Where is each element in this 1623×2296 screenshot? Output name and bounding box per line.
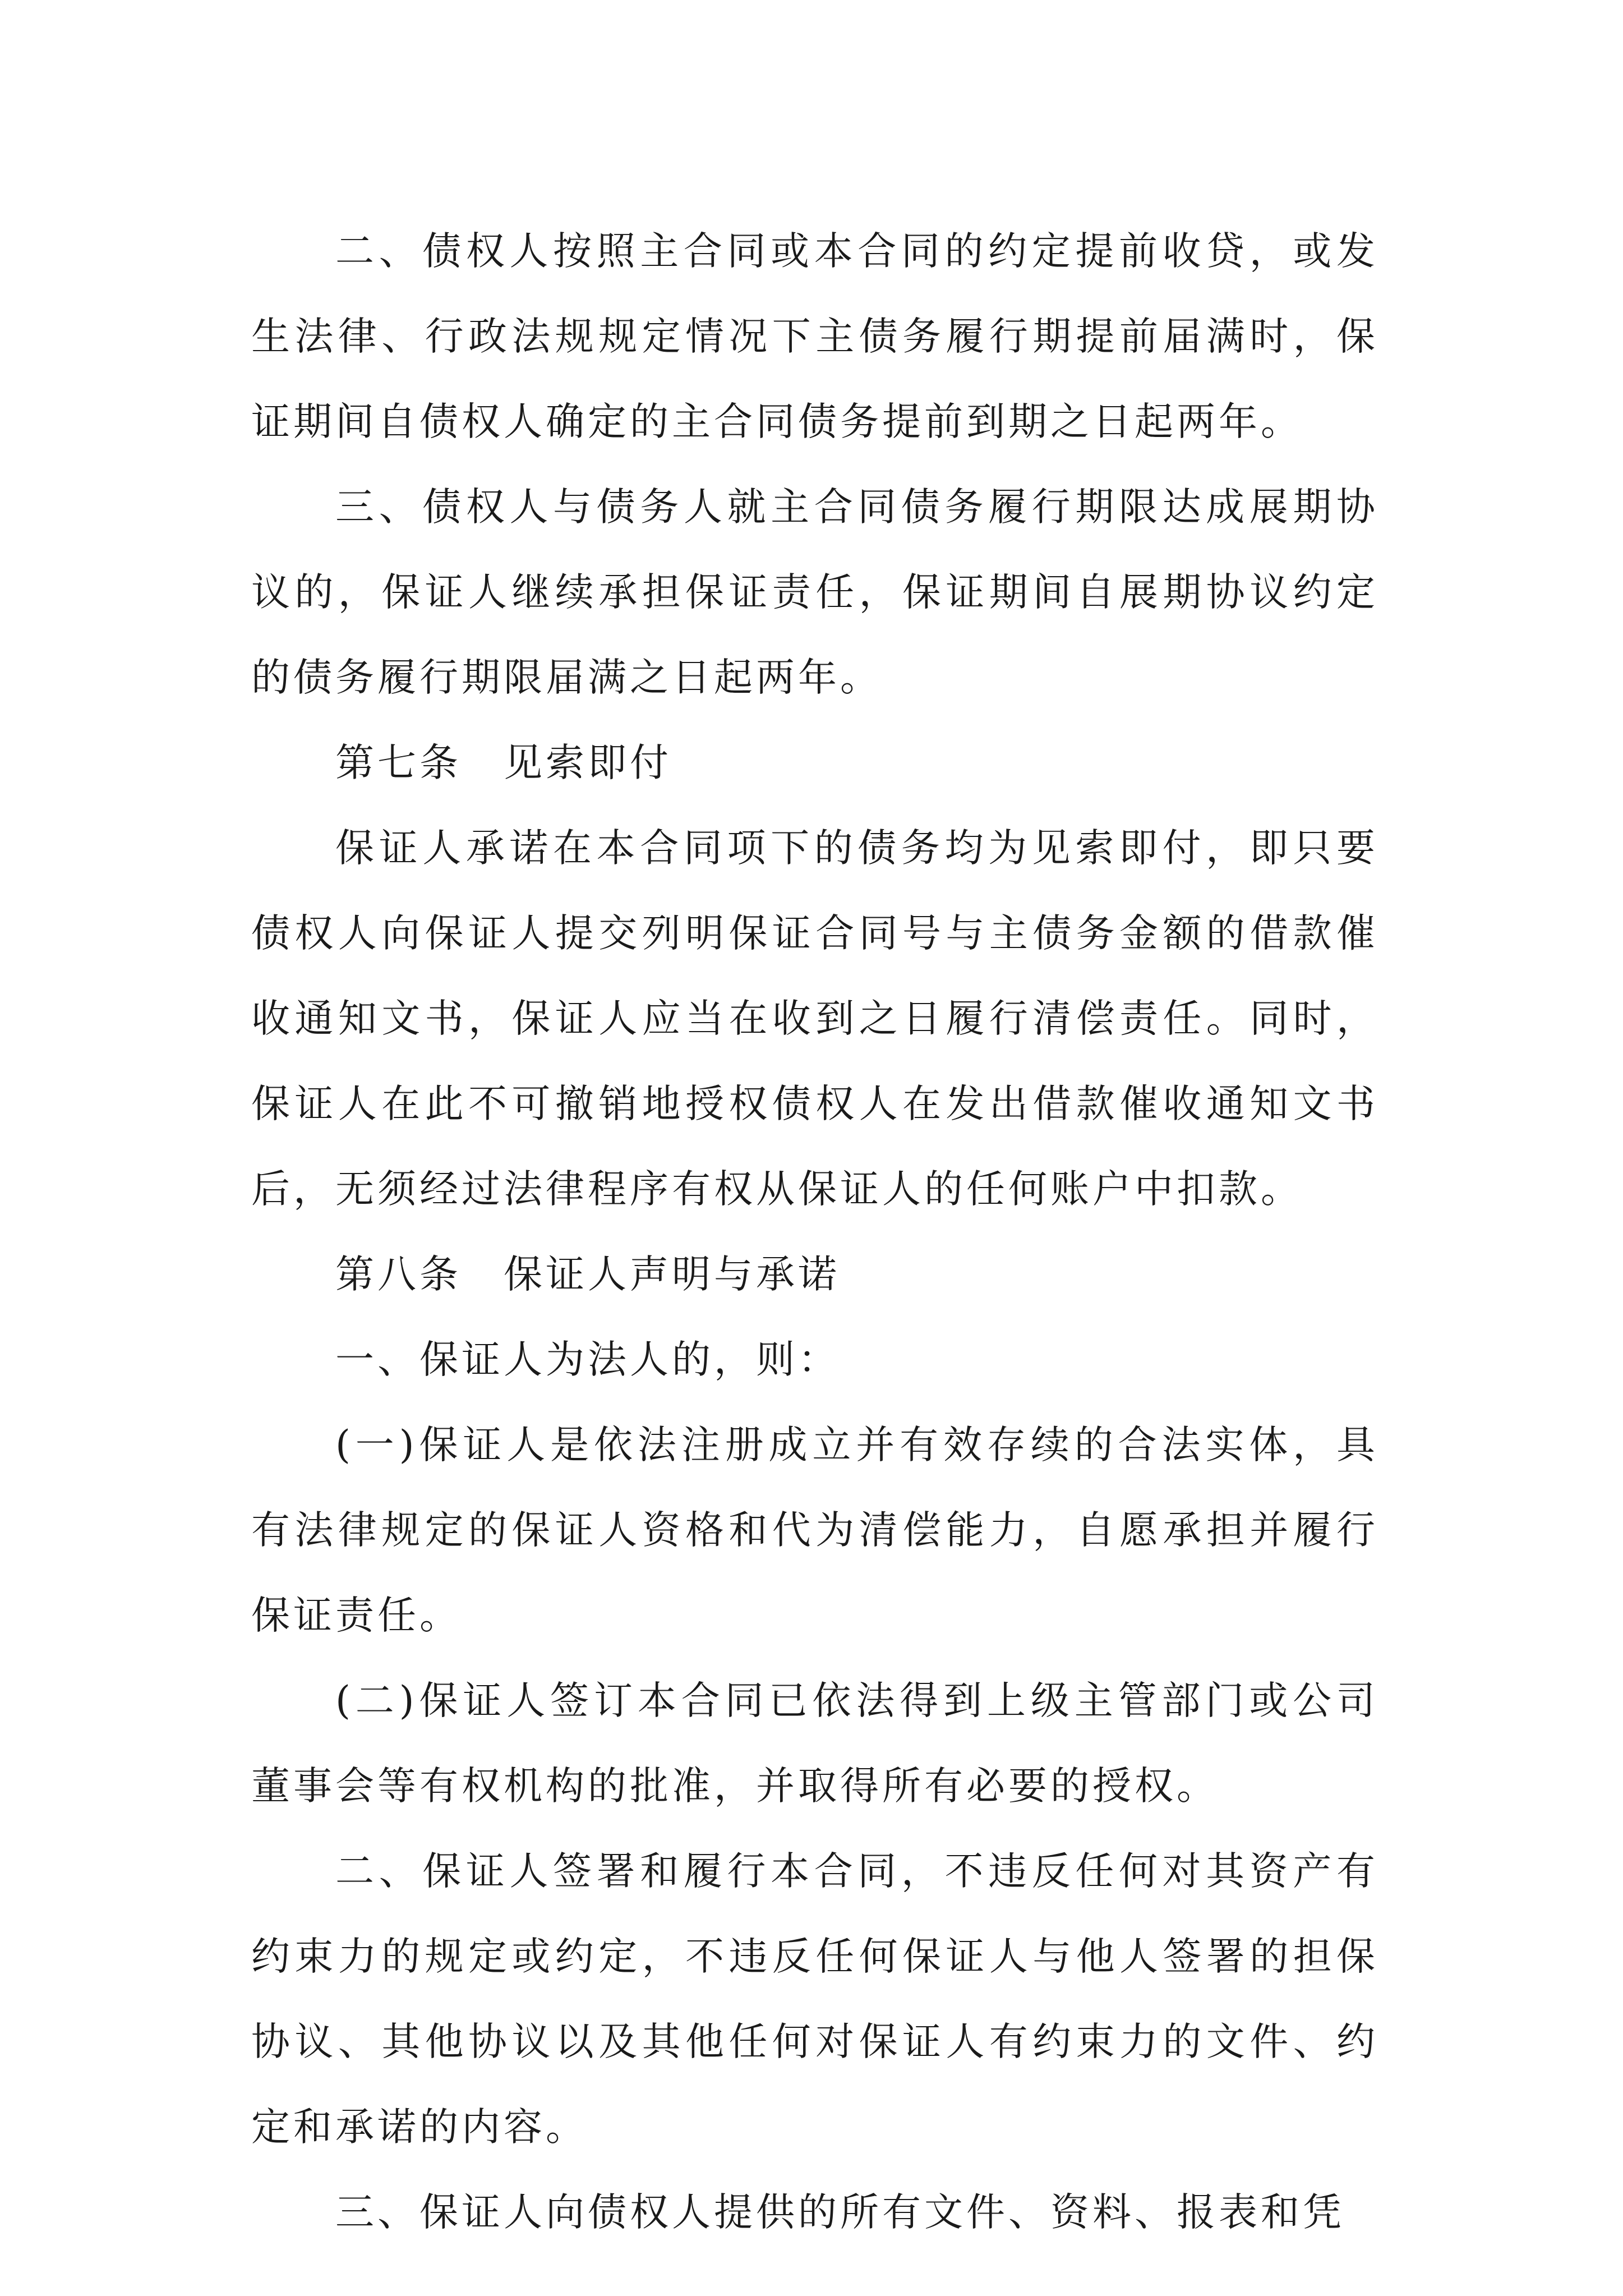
paragraph-legal-person: 一、保证人为法人的，则： (335, 1337, 840, 1382)
document-page (251, 209, 1378, 2255)
paragraph-no-violation: 二、保证人签署和履行本合同，不违反任何对其资产有约束力的规定或约定，不违反任何保证人与他人签署的担保协议、其他协议以及其他任何对保证人有约束力的文件、约定和承诺的内容。 (251, 1849, 1378, 2150)
paragraph-item-1: (一)保证人是依法注册成立并有效存续的合法实体，具有法律规定的保证人资格和代为清偿能力，自愿承担并履行保证责任。 (251, 1423, 1378, 1638)
paragraph-on-demand-payment: 保证人承诺在本合同项下的债务均为见索即付，即只要债权人向保证人提交列明保证合同号与主债务金额的借款催收通知文书，保证人应当在收到之日履行清偿责任。同时，保证人在此不可撤销地授权债权人在发出借款催收通知文书后，无须经过法律程序有权从保证人的任何账户中扣款。 (251, 826, 1378, 1212)
article-8-heading: 第八条 保证人声明与承诺 (335, 1252, 840, 1297)
paragraph-documents-provided: 三、保证人向债权人提供的所有文件、资料、报表和凭 (335, 2190, 1345, 2235)
paragraph-extension-agreement: 三、债权人与债务人就主合同债务履行期限达成展期协议的，保证人继续承担保证责任，保证期间自展期协议约定的债务履行期限届满之日起两年。 (251, 485, 1378, 700)
paragraph-early-recall: 二、债权人按照主合同或本合同的约定提前收贷，或发生法律、行政法规规定情况下主债务履行期提前届满时，保证期间自债权人确定的主合同债务提前到期之日起两年。 (251, 229, 1378, 444)
paragraph-item-2: (二)保证人签订本合同已依法得到上级主管部门或公司董事会等有权机构的批准，并取得所有必要的授权。 (251, 1678, 1378, 1809)
article-7-heading: 第七条 见索即付 (335, 740, 672, 785)
